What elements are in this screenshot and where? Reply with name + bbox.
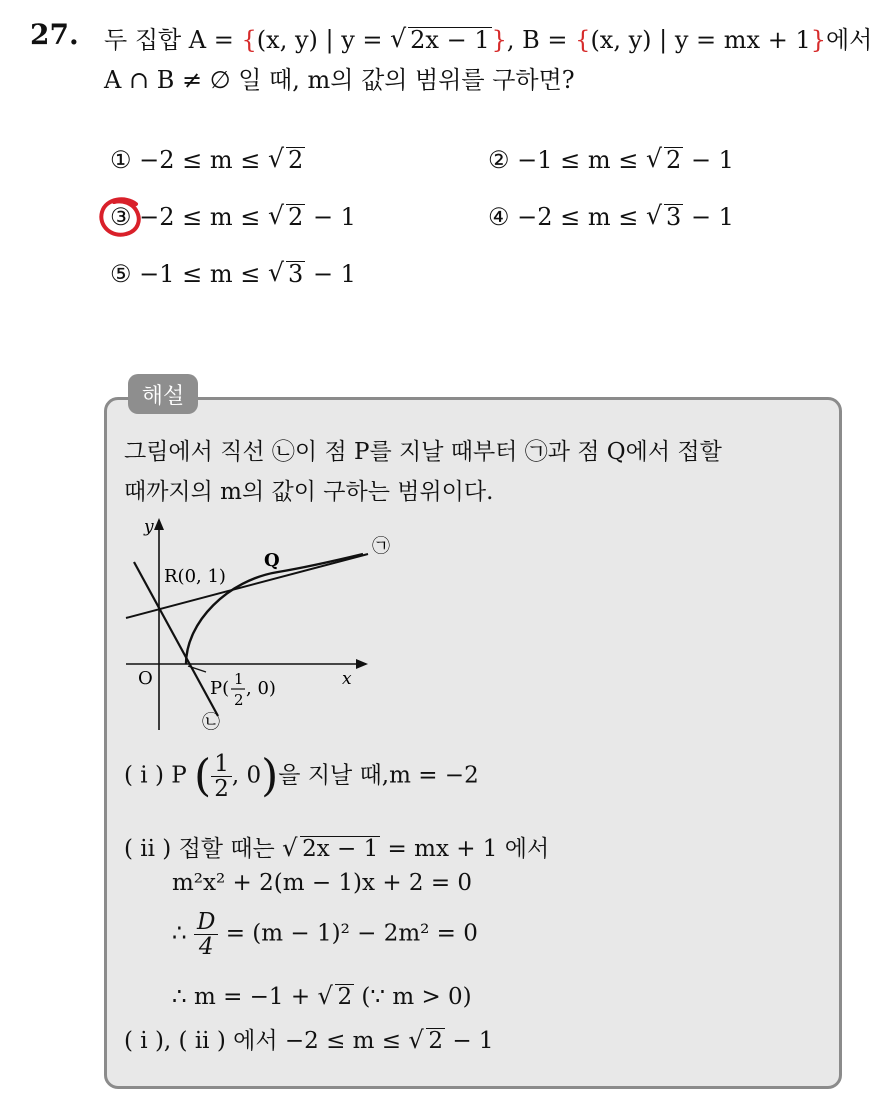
solution-tab: 해설 bbox=[128, 374, 198, 414]
discriminant-fraction: $\frac{D}{4}$ bbox=[194, 910, 218, 959]
set-a-radicand: 2x − 1 bbox=[410, 26, 490, 54]
question-intro: 두 집합 A = bbox=[104, 26, 242, 54]
solution-graph bbox=[118, 512, 408, 738]
conclusion-post: − 1 bbox=[445, 1028, 494, 1054]
set-a-body: (x, y) | y = bbox=[256, 26, 391, 54]
step-ii-radicand: 2x − 1 bbox=[302, 836, 379, 862]
m-value-radicand: 2 bbox=[337, 984, 353, 1010]
point-p-denominator: 2 bbox=[234, 691, 244, 709]
x-axis-arrow bbox=[356, 659, 368, 669]
origin-label: O bbox=[138, 668, 153, 689]
conclusion-pre: ( i ), ( ii ) 에서 −2 ≤ m ≤ bbox=[124, 1028, 409, 1054]
p-pointer bbox=[188, 666, 206, 672]
x-axis-label: x bbox=[342, 669, 352, 689]
option-radicand: 3 bbox=[288, 260, 304, 288]
option-marker: ③ bbox=[110, 203, 132, 231]
point-p-numerator: 1 bbox=[234, 670, 244, 688]
option-4[interactable]: ④ −2 ≤ m ≤ √ 3 − 1 bbox=[488, 201, 734, 231]
m-value-pre: ∴ m = −1 + bbox=[172, 984, 318, 1010]
m-value-post: (∵ m > 0) bbox=[354, 984, 472, 1010]
option-radicand: 2 bbox=[288, 146, 304, 174]
answer-circle-mark bbox=[96, 194, 150, 242]
step-ii-equation-1: m²x² + 2(m − 1)x + 2 = 0 bbox=[172, 870, 473, 896]
option-marker: ① bbox=[110, 146, 132, 174]
option-tail: − 1 bbox=[683, 203, 734, 231]
solution-text-line-1: 그림에서 직선 ㉡이 점 P를 지날 때부터 ㉠과 점 Q에서 접할 bbox=[124, 439, 722, 465]
step-i: ( i ) P ( $\frac{1}{2}$ , 0)을 지날 때,m = −2 bbox=[124, 750, 479, 803]
discriminant-rest: = (m − 1)² − 2m² = 0 bbox=[218, 920, 478, 947]
option-lhs: −2 ≤ m ≤ bbox=[517, 203, 647, 231]
set-b-body: (x, y) | y = mx + 1 bbox=[590, 26, 811, 54]
option-marker: ④ bbox=[488, 203, 510, 231]
step-i-coord: , 0 bbox=[231, 762, 262, 789]
question-mid: , B = bbox=[506, 26, 576, 54]
conclusion-radicand: 2 bbox=[428, 1028, 444, 1054]
option-lhs: −1 ≤ m ≤ bbox=[517, 146, 647, 174]
option-radicand: 2 bbox=[288, 203, 304, 231]
step-ii-label: ( ii ) bbox=[124, 836, 172, 862]
step-ii-intro: 접할 때는 bbox=[178, 836, 283, 862]
step-ii-equation-2 bbox=[172, 910, 478, 959]
conclusion-line: ( i ), ( ii ) 에서 −2 ≤ m ≤ √ 2 − 1 bbox=[124, 1026, 494, 1054]
step-i-point: P bbox=[171, 762, 187, 789]
curve-label: ㉠ bbox=[372, 536, 390, 557]
problem-number: 27. bbox=[30, 18, 79, 51]
option-lhs: −2 ≤ m ≤ bbox=[139, 146, 269, 174]
question-line-2: A ∩ B ≠ ∅ 일 때, m의 값의 범위를 구하면? bbox=[104, 66, 575, 94]
set-b-open-brace: { bbox=[575, 26, 591, 54]
set-a-close-brace: } bbox=[491, 26, 507, 54]
option-1[interactable]: ① −2 ≤ m ≤ √ 2 bbox=[110, 144, 304, 174]
step-i-tail: 을 지날 때,m = −2 bbox=[278, 762, 479, 789]
option-lhs: −2 ≤ m ≤ bbox=[139, 203, 269, 231]
point-p-prefix: P( bbox=[210, 678, 230, 699]
option-lhs: −1 ≤ m ≤ bbox=[139, 260, 269, 288]
option-3[interactable]: ③ −2 ≤ m ≤ √ 2 − 1 bbox=[110, 201, 356, 231]
step-i-fraction: $\frac{1}{2}$ bbox=[211, 752, 232, 801]
option-radicand: 3 bbox=[666, 203, 682, 231]
set-b-close-brace: } bbox=[810, 26, 826, 54]
option-tail: − 1 bbox=[683, 146, 734, 174]
question-line-1 bbox=[104, 20, 872, 55]
solution-text-line-2: 때까지의 m의 값이 구하는 범위이다. bbox=[124, 479, 494, 505]
option-radicand: 2 bbox=[666, 146, 682, 174]
set-a-open-brace: { bbox=[241, 26, 257, 54]
option-5[interactable]: ⑤ −1 ≤ m ≤ √ 3 − 1 bbox=[110, 258, 356, 288]
step-ii-line-1: ( ii ) 접할 때는 √ 2x − 1 = mx + 1 에서 bbox=[124, 834, 550, 862]
option-marker: ② bbox=[488, 146, 510, 174]
option-2[interactable]: ② −1 ≤ m ≤ √ 2 − 1 bbox=[488, 144, 734, 174]
point-r-label: R(0, 1) bbox=[164, 566, 226, 587]
point-p-suffix: , 0) bbox=[246, 678, 276, 699]
y-axis-arrow bbox=[154, 518, 164, 530]
step-i-label: ( i ) bbox=[124, 762, 164, 789]
step-ii-equation-3: ∴ m = −1 + √ 2 (∵ m > 0) bbox=[172, 982, 472, 1010]
step-ii-post: = mx + 1 에서 bbox=[380, 836, 550, 862]
therefore-symbol: ∴ bbox=[172, 920, 194, 947]
tangent-line bbox=[126, 554, 368, 618]
option-tail: − 1 bbox=[305, 260, 356, 288]
question-post: 에서 bbox=[826, 26, 873, 54]
y-axis-label: y bbox=[144, 517, 154, 537]
set-a-sqrt: √ 2x − 1 bbox=[390, 24, 490, 54]
point-q-label: Q bbox=[264, 550, 280, 571]
option-marker: ⑤ bbox=[110, 260, 132, 288]
line-label: ㉡ bbox=[202, 712, 220, 733]
option-tail: − 1 bbox=[305, 203, 356, 231]
